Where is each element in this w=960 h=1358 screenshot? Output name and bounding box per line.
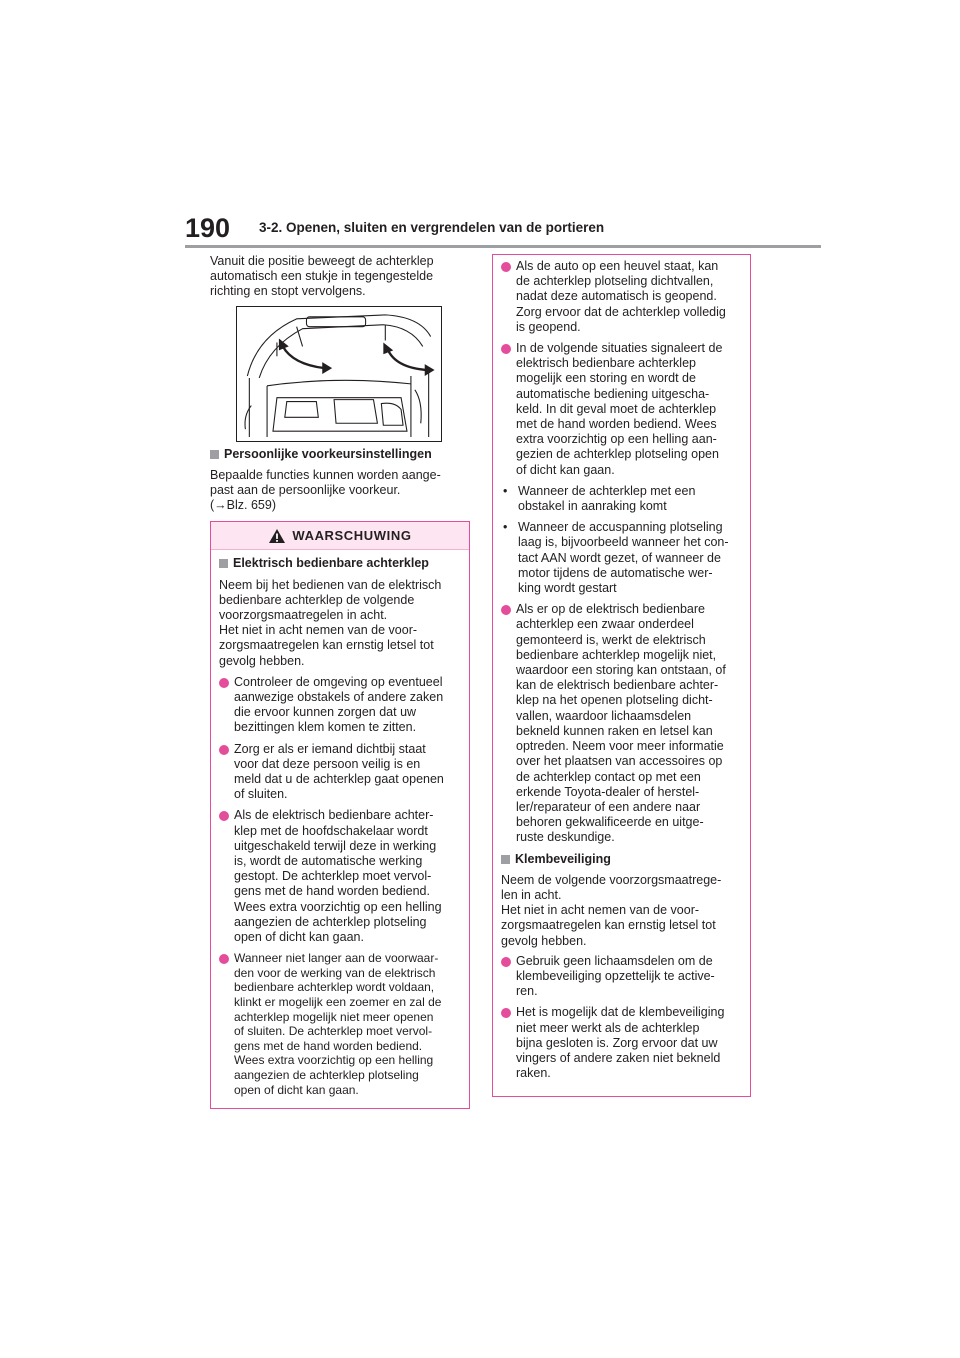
warning-subheading: Elektrisch bedienbare achterklep <box>219 556 461 571</box>
pink-dot-icon <box>219 678 229 688</box>
dash-item: • Wanneer de achterklep met een obstakel in aanraking komt <box>503 483 696 514</box>
gray-square-icon <box>501 855 510 864</box>
warning-bullet: Als de auto op een heuvel staat, kan de achterklep plotseling dichtvallen, nadat deze automatisch is geopend. Zorg ervoor dat de achterklep volledig is geopend. <box>501 259 742 335</box>
section-title: 3-2. Openen, sluiten en vergrendelen van de portieren <box>259 220 605 235</box>
warning-header <box>211 522 469 550</box>
pink-dot-icon <box>501 1008 511 1018</box>
warning-bullet: Controleer de omgeving op eventueel aanwezige obstakels of andere zaken die ervoor kunnen zorgen dat uw bezittingen klem komen te zitten. <box>219 675 461 736</box>
warning-bullet: Wanneer niet langer aan de voorwaar- den voor de werking van de elektrisch bedienbare achterklep wordt voldaan, klinkt er mogelijk een zoemer en zal de achterklep mogelijk niet meer openen of sluiten. De achterklep moet vervol- gens met de hand worden bediend. Wees extra voorzichtig op een helling aangezien de achterklep plotseling open of dicht kan gaan. <box>219 951 461 1097</box>
pink-dot-icon <box>501 605 511 615</box>
gray-square-icon <box>210 450 219 459</box>
warning-intro: Neem bij het bedienen van de elektrisch bedienbare achterklep de volgende voorzorgsmaatregelen in acht. Het niet in acht nemen van de voor- zorgsmaatregelen kan ernstig letsel tot gevolg hebben. <box>219 577 442 668</box>
gray-square-icon <box>219 559 228 568</box>
header-rule <box>185 245 821 248</box>
warning-box <box>210 521 470 1109</box>
pink-dot-icon <box>219 954 229 964</box>
warning-bullet: Het is mogelijk dat de klembeveiliging niet meer werkt als de achterklep bijna gesloten is. Zorg ervoor dat uw vingers of andere zaken niet bekneld raken. <box>501 1005 742 1081</box>
warning-bullet: Gebruik geen lichaamsdelen om de klembeveiliging opzettelijk te active- ren. <box>501 954 742 1000</box>
intro-paragraph: Vanuit die positie beweegt de achterklep automatisch een stukje in tegengestelde richting en stopt vervolgens. <box>210 254 434 299</box>
page-header <box>185 212 821 248</box>
warning-bullet: Zorg er als er iemand dichtbij staat voor dat deze persoon veilig is en meld dat u de achterklep gaat openen of sluiten. <box>219 742 461 803</box>
pink-dot-icon <box>501 344 511 354</box>
page-reference-link[interactable]: (→Blz. 659) <box>210 498 276 513</box>
pink-dot-icon <box>501 957 511 967</box>
klembeveiliging-intro: Neem de volgende voorzorgsmaatrege- len in acht. Het niet in acht nemen van de voor- zorgsmaatregelen kan ernstig letsel tot gevolg hebben. <box>501 872 722 948</box>
warning-bullet: In de volgende situaties signaleert de elektrisch bedienbare achterklep mogelijk een storing en wordt de automatische bediening uitgescha- keld. In dit geval moet de achterklep met de hand worden bediend. Wees extra voorzichtig op een helling aan- gezien de achterklep plotseling open of dicht kan gaan. <box>501 341 742 478</box>
right-warning-continuation <box>492 254 751 1097</box>
pink-dot-icon <box>501 262 511 272</box>
warning-triangle-icon <box>268 528 286 544</box>
left-column <box>210 254 470 1109</box>
warning-title: WAARSCHUWING <box>292 528 412 544</box>
tailgate-drawing <box>237 307 441 441</box>
personal-settings-text: Bepaalde functies kunnen worden aange- past aan de persoonlijke voorkeur. (→Blz. 659) <box>210 467 441 513</box>
warning-bullet: Als er op de elektrisch bedienbare achterklep een zwaar onderdeel gemonteerd is, werkt de elektrisch bedienbare achterklep mogelijk niet, waardoor een storing kan ontstaan, of kan de elektrisch bedienbare achter- klep na het openen plotseling dicht- vallen, waardoor lichaamsdelen bekneld kunnen raken en letsel kan optreden. Neem voor meer informatie over het plaatsen van accessoires op de achterklep contact op met een erkende Toyota-dealer of herstel- ler/reparateur of een andere naar behoren gekwalificeerde en uitge- ruste deskundige. <box>501 602 742 845</box>
klembeveiliging-heading: Klembeveiliging <box>501 852 742 867</box>
pink-dot-icon <box>219 811 229 821</box>
page-number: 190 <box>185 213 231 243</box>
warning-bullet: Als de elektrisch bedienbare achter- klep met de hoofdschakelaar wordt uitgeschakeld terwijl deze in werking is, wordt de automatische werking gestopt. De achterklep moet vervol- gens met de hand worden bediend. Wees extra voorzichtig op een helling aangezien de achterklep plotseling open of dicht kan gaan. <box>219 808 461 945</box>
dash-bullet-icon: • <box>503 483 508 498</box>
tailgate-illustration <box>236 306 442 442</box>
pink-dot-icon <box>219 745 229 755</box>
dash-bullet-icon: • <box>503 520 508 535</box>
personal-settings-heading: Persoonlijke voorkeursinstellingen <box>210 447 470 462</box>
dash-item: • Wanneer de accuspanning plotseling laag is, bijvoorbeeld wanneer het con- tact AAN wordt gezet, of wanneer de motor tijdens de automatische wer- king wordt gestart <box>503 520 729 596</box>
